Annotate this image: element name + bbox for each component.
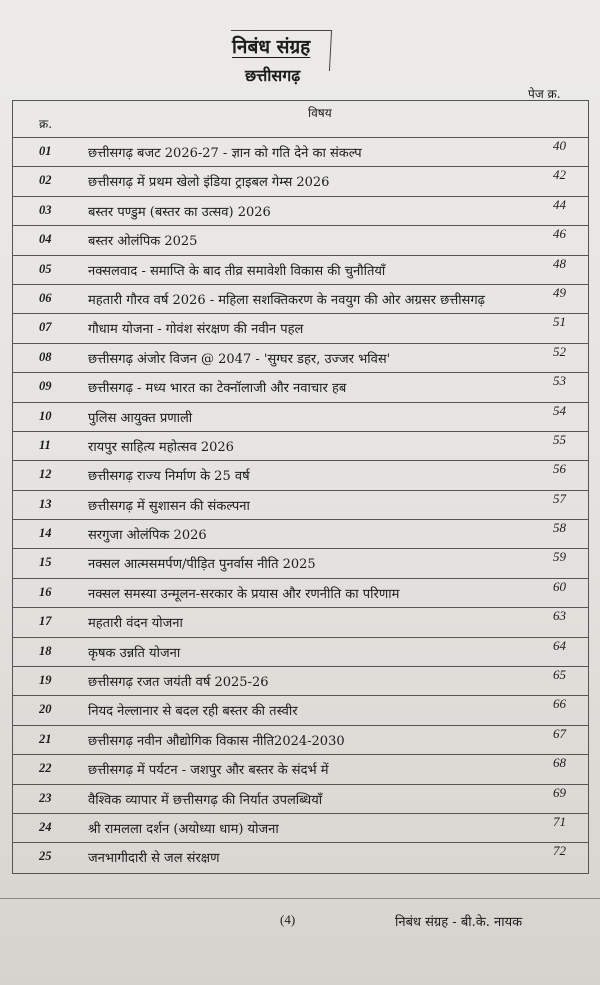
table-row xyxy=(13,197,588,226)
row-page: 65 xyxy=(553,667,566,683)
row-serial: 01 xyxy=(39,144,52,158)
row-serial: 02 xyxy=(39,173,52,188)
row-topic: गौधाम योजना - गोवंश संरक्षण की नवीन पहल xyxy=(88,322,304,338)
footer-divider xyxy=(0,898,600,899)
row-page: 51 xyxy=(553,314,566,330)
row-topic: रायपुर साहित्य महोत्सव 2026 xyxy=(88,439,234,455)
row-topic: नक्सल समस्या उन्मूलन-सरकार के प्रयास और रणनीति का परिणाम xyxy=(88,586,400,602)
row-topic: छत्तीसगढ़ बजट 2026-27 - ज्ञान को गति देने का संकल्प xyxy=(88,146,362,161)
footer-book-title: निबंध संग्रह - बी.के. नायक xyxy=(395,915,523,930)
row-topic: छत्तीसगढ़ अंजोर विजन @ 2047 - 'सुग्घर डहर, उज्जर भविस' xyxy=(88,351,391,367)
row-serial: 08 xyxy=(39,349,52,364)
table-row xyxy=(13,638,588,667)
table-row xyxy=(13,461,588,490)
table-row xyxy=(13,667,588,696)
row-page: 53 xyxy=(553,373,566,389)
row-topic: छत्तीसगढ़ में प्रथम खेलो इंडिया ट्राइबल गेम्स 2026 xyxy=(88,175,330,191)
row-serial: 14 xyxy=(39,526,52,541)
row-serial: 19 xyxy=(39,673,52,688)
table-row xyxy=(13,814,588,843)
row-serial: 11 xyxy=(39,437,51,452)
row-serial: 17 xyxy=(39,614,52,629)
row-topic: छत्तीसगढ़ - मध्य भारत का टेक्नॉलाजी और नवाचार हब xyxy=(88,381,347,397)
row-topic: छत्तीसगढ़ राज्य निर्माण के 25 वर्ष xyxy=(88,469,250,485)
table-row xyxy=(13,520,588,549)
table-row xyxy=(13,696,588,725)
contents-table xyxy=(12,87,589,874)
row-topic: नक्सल आत्मसमर्पण/पीड़ित पुनर्वास नीति 2025 xyxy=(88,557,316,573)
table-row xyxy=(13,785,588,814)
page-subtitle: छत्तीसगढ़ xyxy=(245,66,301,85)
footer-page-number: (4) xyxy=(280,912,296,927)
row-topic: महतारी गौरव वर्ष 2026 - महिला सशक्तिकरण के नवयुग की ओर अग्रसर छत्तीसगढ़ xyxy=(88,292,485,308)
table-row xyxy=(13,432,588,461)
row-topic: नक्सलवाद - समाप्ति के बाद तीव्र समावेशी विकास की चुनौतियाँ xyxy=(88,263,386,279)
table-row xyxy=(13,285,588,314)
page-title: निबंध संग्रह xyxy=(232,36,311,58)
row-page: 42 xyxy=(553,167,566,183)
table-row xyxy=(13,608,588,637)
row-page: 63 xyxy=(553,608,566,624)
row-page: 71 xyxy=(553,813,566,829)
row-topic: छत्तीसगढ़ नवीन औद्योगिक विकास नीति2024-2030 xyxy=(88,733,345,749)
header-serial: क्र. xyxy=(39,117,53,131)
row-serial: 23 xyxy=(39,790,52,805)
row-serial: 13 xyxy=(39,496,52,511)
row-page: 40 xyxy=(553,138,566,153)
table-row xyxy=(13,755,588,784)
row-page: 67 xyxy=(553,725,566,741)
row-page: 58 xyxy=(553,520,566,536)
row-topic: बस्तर ओलंपिक 2025 xyxy=(88,234,198,250)
row-page: 56 xyxy=(553,461,566,477)
table-row xyxy=(13,138,588,167)
row-topic: महतारी वंदन योजना xyxy=(88,616,183,632)
header-topic: विषय xyxy=(308,106,332,120)
row-topic: सरगुजा ओलंपिक 2026 xyxy=(88,528,207,544)
row-page: 54 xyxy=(553,402,566,418)
row-page: 44 xyxy=(553,196,566,212)
row-topic: जनभागीदारी से जल संरक्षण xyxy=(88,851,220,867)
row-serial: 16 xyxy=(39,584,52,599)
table-row xyxy=(13,726,588,755)
row-serial: 12 xyxy=(39,467,52,482)
table-row xyxy=(13,843,588,873)
row-page: 66 xyxy=(553,696,566,712)
row-topic: वैश्विक व्यापार में छत्तीसगढ़ की निर्यात उपलब्धियाँ xyxy=(88,792,323,808)
row-page: 57 xyxy=(553,490,566,506)
row-topic: पुलिस आयुक्त प्रणाली xyxy=(88,410,193,426)
table-row xyxy=(13,491,588,520)
table-row xyxy=(13,314,588,343)
row-topic: श्री रामलला दर्शन (अयोध्या धाम) योजना xyxy=(88,821,279,837)
row-serial: 20 xyxy=(39,702,52,717)
table-row xyxy=(13,579,588,608)
row-page: 46 xyxy=(553,226,566,242)
row-serial: 22 xyxy=(39,761,52,776)
table-row xyxy=(13,167,588,196)
row-page: 59 xyxy=(553,549,566,565)
row-serial: 03 xyxy=(39,202,52,217)
table-header xyxy=(13,87,588,138)
table-row xyxy=(13,344,588,373)
row-serial: 24 xyxy=(39,819,52,834)
row-topic: कृषक उन्नति योजना xyxy=(88,645,181,661)
row-serial: 21 xyxy=(39,731,52,746)
row-page: 49 xyxy=(553,284,566,300)
row-page: 69 xyxy=(553,784,566,800)
table-row xyxy=(13,403,588,432)
row-page: 72 xyxy=(553,843,566,859)
row-serial: 06 xyxy=(39,290,52,305)
row-serial: 25 xyxy=(39,849,52,864)
row-topic: छत्तीसगढ़ में पर्यटन - जशपुर और बस्तर के संदर्भ में xyxy=(88,763,329,779)
row-topic: बस्तर पण्डुम (बस्तर का उत्सव) 2026 xyxy=(88,204,271,220)
row-topic: छत्तीसगढ़ में सुशासन की संकल्पना xyxy=(88,498,250,514)
row-serial: 18 xyxy=(39,643,52,658)
row-page: 64 xyxy=(553,637,566,653)
table-row xyxy=(13,549,588,578)
table-row xyxy=(13,256,588,285)
row-topic: नियद नेल्लानार से बदल रही बस्तर की तस्वीर xyxy=(88,704,298,720)
row-page: 68 xyxy=(553,755,566,771)
row-page: 52 xyxy=(553,343,566,359)
table-row xyxy=(13,226,588,255)
row-serial: 10 xyxy=(39,408,52,423)
row-serial: 04 xyxy=(39,232,52,247)
row-page: 48 xyxy=(553,255,566,271)
table-row xyxy=(13,373,588,402)
header-page: पेज क्र. xyxy=(528,87,561,101)
row-page: 60 xyxy=(553,578,566,594)
row-serial: 05 xyxy=(39,261,52,276)
row-serial: 15 xyxy=(39,555,52,570)
row-serial: 07 xyxy=(39,320,52,335)
row-topic: छत्तीसगढ़ रजत जयंती वर्ष 2025-26 xyxy=(88,675,269,691)
row-serial: 09 xyxy=(39,379,52,394)
row-page: 55 xyxy=(553,431,566,447)
table-body xyxy=(13,138,588,873)
